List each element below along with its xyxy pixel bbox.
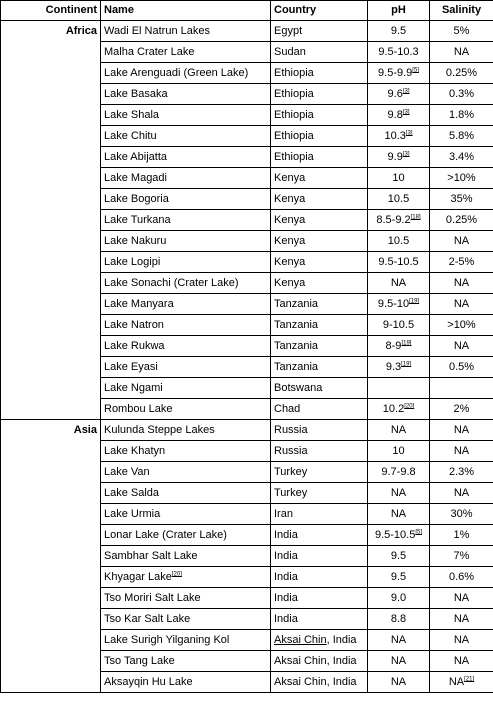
ph-cell: 9.8[3] xyxy=(368,105,430,126)
reference-link[interactable]: [20] xyxy=(404,403,415,410)
salinity-cell: NA xyxy=(430,630,493,651)
ph-cell: NA xyxy=(368,420,430,441)
reference-link[interactable]: [18] xyxy=(410,214,421,221)
salinity-cell: NA[21] xyxy=(430,672,493,693)
lake-name-cell: Lake Manyara xyxy=(101,294,271,315)
table-row xyxy=(1,420,493,441)
reference-link[interactable]: [19] xyxy=(401,361,412,368)
ph-cell: 9.7-9.8 xyxy=(368,462,430,483)
lake-name-cell: Lake Rukwa xyxy=(101,336,271,357)
lake-name-cell: Malha Crater Lake xyxy=(101,42,271,63)
country-cell: Kenya xyxy=(271,168,368,189)
reference-link[interactable]: [19] xyxy=(401,340,412,347)
salinity-cell: 30% xyxy=(430,504,493,525)
ph-cell: 10 xyxy=(368,441,430,462)
salinity-cell: 2-5% xyxy=(430,252,493,273)
reference-link[interactable]: [5] xyxy=(415,529,423,536)
lake-name-cell: Lake Van xyxy=(101,462,271,483)
country-cell: Ethiopia xyxy=(271,105,368,126)
lake-name-cell: Khyagar Lake[20] xyxy=(101,567,271,588)
country-cell: India xyxy=(271,546,368,567)
ph-cell: 8.5-9.2[18] xyxy=(368,210,430,231)
country-cell: Turkey xyxy=(271,462,368,483)
salinity-cell: 5% xyxy=(430,21,493,42)
lake-name-cell: Lake Turkana xyxy=(101,210,271,231)
country-cell: Kenya xyxy=(271,231,368,252)
country-link[interactable]: Aksai Chin xyxy=(274,634,327,646)
ph-cell: 9.3[19] xyxy=(368,357,430,378)
reference-link[interactable]: [3] xyxy=(402,151,410,158)
salinity-cell: NA xyxy=(430,420,493,441)
ph-cell: NA xyxy=(368,651,430,672)
ph-cell: 9.5-10[19] xyxy=(368,294,430,315)
ph-cell: 10.3[3] xyxy=(368,126,430,147)
ph-cell: 9.5-10.3 xyxy=(368,42,430,63)
lake-name-cell: Lake Chitu xyxy=(101,126,271,147)
reference-link[interactable]: [3] xyxy=(402,109,410,116)
country-cell: Ethiopia xyxy=(271,84,368,105)
ph-cell: 10.2[20] xyxy=(368,399,430,420)
country-cell: Kenya xyxy=(271,252,368,273)
salinity-cell: 0.3% xyxy=(430,84,493,105)
salinity-cell: >10% xyxy=(430,315,493,336)
lake-name-cell: Lake Shala xyxy=(101,105,271,126)
lake-name-cell: Lake Urmia xyxy=(101,504,271,525)
country-cell: Aksai Chin, India xyxy=(271,630,368,651)
reference-link[interactable]: [19] xyxy=(409,298,420,305)
country-cell: Ethiopia xyxy=(271,126,368,147)
country-cell: Aksai Chin, India xyxy=(271,651,368,672)
salinity-cell: 1.8% xyxy=(430,105,493,126)
lake-name-cell: Lake Surigh Yilganing Kol xyxy=(101,630,271,651)
lake-name-cell: Lake Magadi xyxy=(101,168,271,189)
ph-cell: 9.5 xyxy=(368,21,430,42)
country-cell: Sudan xyxy=(271,42,368,63)
header-country: Country xyxy=(271,1,368,21)
country-cell: India xyxy=(271,609,368,630)
ph-cell: NA xyxy=(368,672,430,693)
reference-link[interactable]: [5] xyxy=(412,67,419,74)
country-cell: Botswana xyxy=(271,378,368,399)
lake-name-cell: Tso Kar Salt Lake xyxy=(101,609,271,630)
country-cell: Russia xyxy=(271,441,368,462)
lake-name-cell: Tso Tang Lake xyxy=(101,651,271,672)
salinity-cell: NA xyxy=(430,441,493,462)
lake-name-cell: Lake Bogoria xyxy=(101,189,271,210)
salinity-cell xyxy=(430,378,493,399)
salinity-cell: 2% xyxy=(430,399,493,420)
ph-cell: 8-9[19] xyxy=(368,336,430,357)
country-cell: Tanzania xyxy=(271,294,368,315)
ph-cell: 9.0 xyxy=(368,588,430,609)
reference-link[interactable]: [21] xyxy=(464,676,475,683)
reference-link[interactable]: [3] xyxy=(405,130,413,137)
header-row xyxy=(1,1,493,21)
ph-cell: 10 xyxy=(368,168,430,189)
salinity-cell: NA xyxy=(430,336,493,357)
salinity-cell: NA xyxy=(430,651,493,672)
table-row xyxy=(1,21,493,42)
continent-cell: Africa xyxy=(1,21,101,420)
ph-cell: NA xyxy=(368,483,430,504)
ph-cell: NA xyxy=(368,504,430,525)
lake-name-cell: Lake Arenguadi (Green Lake) xyxy=(101,63,271,84)
salinity-cell: >10% xyxy=(430,168,493,189)
salinity-cell: 3.4% xyxy=(430,147,493,168)
salinity-cell: NA xyxy=(430,273,493,294)
country-cell: India xyxy=(271,567,368,588)
salinity-cell: 5.8% xyxy=(430,126,493,147)
lake-name-cell: Lake Natron xyxy=(101,315,271,336)
country-cell: Aksai Chin, India xyxy=(271,672,368,693)
ph-cell: 10.5 xyxy=(368,189,430,210)
ph-cell: 9-10.5 xyxy=(368,315,430,336)
lake-name-cell: Lake Khatyn xyxy=(101,441,271,462)
country-cell: Egypt xyxy=(271,21,368,42)
salinity-cell: NA xyxy=(430,42,493,63)
header-ph: pH xyxy=(368,1,430,21)
country-cell: Ethiopia xyxy=(271,147,368,168)
header-name: Name xyxy=(101,1,271,21)
lake-name-cell: Lake Logipi xyxy=(101,252,271,273)
ph-cell: 9.5-10.5[5] xyxy=(368,525,430,546)
lake-name-cell: Lake Abijatta xyxy=(101,147,271,168)
salinity-cell: NA xyxy=(430,609,493,630)
lake-name-cell: Lake Eyasi xyxy=(101,357,271,378)
ph-cell: 9.9[3] xyxy=(368,147,430,168)
lake-name-cell: Aksayqin Hu Lake xyxy=(101,672,271,693)
salinity-cell: 0.25% xyxy=(430,63,493,84)
ph-cell: 9.5 xyxy=(368,567,430,588)
country-cell: India xyxy=(271,525,368,546)
country-cell: Kenya xyxy=(271,210,368,231)
lake-name-cell: Lake Nakuru xyxy=(101,231,271,252)
salinity-cell: 2.3% xyxy=(430,462,493,483)
country-cell: Tanzania xyxy=(271,336,368,357)
country-cell: India xyxy=(271,588,368,609)
salinity-cell: NA xyxy=(430,588,493,609)
lake-name-cell: Rombou Lake xyxy=(101,399,271,420)
ph-cell: 9.6[3] xyxy=(368,84,430,105)
country-cell: Kenya xyxy=(271,189,368,210)
country-cell: Tanzania xyxy=(271,315,368,336)
ph-cell xyxy=(368,378,430,399)
ph-cell: 10.5 xyxy=(368,231,430,252)
country-cell: Tanzania xyxy=(271,357,368,378)
lake-name-cell: Lake Salda xyxy=(101,483,271,504)
salinity-cell: NA xyxy=(430,483,493,504)
ph-cell: 9.5-10.5 xyxy=(368,252,430,273)
country-cell: Iran xyxy=(271,504,368,525)
header-continent: Continent xyxy=(1,1,101,21)
lake-name-cell: Lonar Lake (Crater Lake) xyxy=(101,525,271,546)
lake-name-cell: Lake Ngami xyxy=(101,378,271,399)
salinity-cell: 1% xyxy=(430,525,493,546)
continent-cell: Asia xyxy=(1,420,101,693)
country-cell: Russia xyxy=(271,420,368,441)
salinity-cell: 0.5% xyxy=(430,357,493,378)
lake-name-cell: Tso Moriri Salt Lake xyxy=(101,588,271,609)
lake-name-cell: Sambhar Salt Lake xyxy=(101,546,271,567)
ph-cell: NA xyxy=(368,630,430,651)
lake-name-cell: Lake Sonachi (Crater Lake) xyxy=(101,273,271,294)
country-cell: Chad xyxy=(271,399,368,420)
salinity-cell: 7% xyxy=(430,546,493,567)
salinity-cell: NA xyxy=(430,294,493,315)
country-cell: Turkey xyxy=(271,483,368,504)
salinity-cell: 0.6% xyxy=(430,567,493,588)
reference-link[interactable]: [20] xyxy=(171,571,182,578)
ph-cell: 9.5 xyxy=(368,546,430,567)
header-salinity: Salinity xyxy=(430,1,493,21)
ph-cell: 8.8 xyxy=(368,609,430,630)
salinity-cell: 0.25% xyxy=(430,210,493,231)
lake-name-cell: Lake Basaka xyxy=(101,84,271,105)
ph-cell: NA xyxy=(368,273,430,294)
salinity-cell: NA xyxy=(430,231,493,252)
lake-name-cell: Kulunda Steppe Lakes xyxy=(101,420,271,441)
salinity-cell: 35% xyxy=(430,189,493,210)
country-cell: Kenya xyxy=(271,273,368,294)
lake-name-cell: Wadi El Natrun Lakes xyxy=(101,21,271,42)
reference-link[interactable]: [3] xyxy=(402,88,410,95)
ph-cell: 9.5-9.9[5] xyxy=(368,63,430,84)
country-cell: Ethiopia xyxy=(271,63,368,84)
